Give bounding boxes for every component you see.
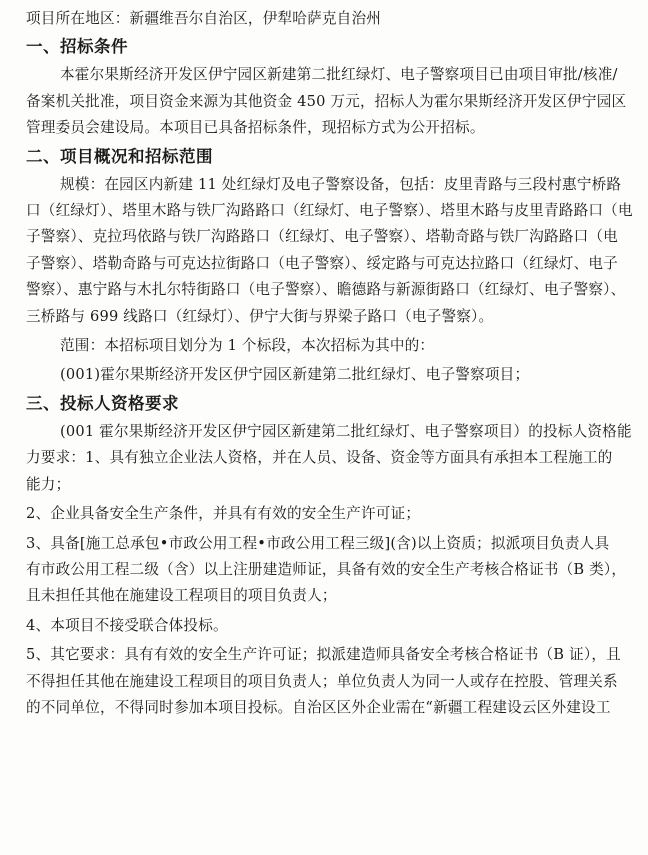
section-3-paragraph — [26, 419, 634, 498]
text-line: 的不同单位，不得同时参加本项目投标。自治区区外企业需在“新疆工程建设云区外建设工 — [26, 698, 611, 716]
location-line: 项目所在地区：新疆维吾尔自治区，伊犁哈萨克自治州 — [26, 10, 382, 27]
text-line: 管理委员会建设局。本项目已具备招标条件，现招标方式为公开招标。 — [26, 119, 485, 137]
text-line: 且未担任其他在施建设工程项目的项目负责人； — [26, 587, 337, 605]
text-line: 3、具备[施工总承包•市政公用工程•市政公用工程三级](含)以上资质；拟派项目负责人具 — [26, 534, 610, 552]
text-line: (001 霍尔果斯经济开发区伊宁园区新建第二批红绿灯、电子警察项目）的投标人资格能 — [60, 422, 632, 440]
text-line: 子警察）、克拉玛依路与铁厂沟路路口（红绿灯、电子警察）、塔勒奇路与铁厂沟路路口（电 — [26, 228, 618, 246]
text-line: 本霍尔果斯经济开发区伊宁园区新建第二批红绿灯、电子警察项目已由项目审批/核准/ — [60, 66, 618, 84]
text-line: 不得担任其他在施建设工程项目的项目负责人；单位负责人为同一人或存在控股、管理关系 — [26, 672, 618, 690]
requirement-item-3 — [26, 531, 634, 610]
text-line: 备案机关批准，项目资金来源为其他资金 450 万元，招标人为霍尔果斯经济开发区伊宁园区 — [26, 92, 627, 110]
text-line: 能力； — [26, 475, 71, 493]
section-2-scope-line: 范围：本招标项目划分为 1 个标段，本次招标为其中的： — [60, 337, 435, 355]
section-2-scale-paragraph — [26, 172, 634, 330]
text-line: 5、其它要求：具有有效的安全生产许可证；拟派建造师具备安全考核合格证书（B 证），且 — [26, 646, 621, 664]
section-heading-2: 二、项目概况和招标范围 — [26, 146, 213, 166]
text-line: 规模：在园区内新建 11 处红绿灯及电子警察设备，包括：皮里青路与三段村惠宁桥路 — [60, 175, 622, 193]
requirement-item-4: 4、本项目不接受联合体投标。 — [26, 616, 228, 634]
text-line: 三桥路与 699 线路口（红绿灯）、伊宁大街与界梁子路口（电子警察）。 — [26, 307, 494, 325]
requirement-item-5 — [26, 642, 634, 721]
section-1-paragraph — [26, 62, 634, 141]
text-line: 有市政公用工程二级（含）以上注册建造师证，具备有效的安全生产考核合格证书（B 类）， — [26, 560, 627, 578]
requirement-item-2: 2、企业具备安全生产条件，并具有有效的安全生产许可证； — [26, 505, 421, 523]
text-line: 口（红绿灯）、塔里木路与铁厂沟路路口（红绿灯、电子警察）、塔里木路与皮里青路路口（电 — [26, 202, 633, 220]
text-line: 力要求：1、具有独立企业法人资格，并在人员、设备、资金等方面具有承担本工程施工的 — [26, 449, 613, 467]
section-heading-1: 一、招标条件 — [26, 37, 128, 57]
section-heading-3: 三、投标人资格要求 — [26, 393, 179, 413]
text-line: 警察）、惠宁路与木扎尔特街路口（电子警察）、瞻德路与新源街路口（红绿灯、电子警察）、 — [26, 281, 626, 299]
section-2-lot-line: (001)霍尔果斯经济开发区伊宁园区新建第二批红绿灯、电子警察项目； — [60, 366, 530, 384]
text-line: 子警察）、塔勒奇路与可克达拉街路口（电子警察）、绥定路与可克达拉路口（红绿灯、电子 — [26, 254, 618, 272]
